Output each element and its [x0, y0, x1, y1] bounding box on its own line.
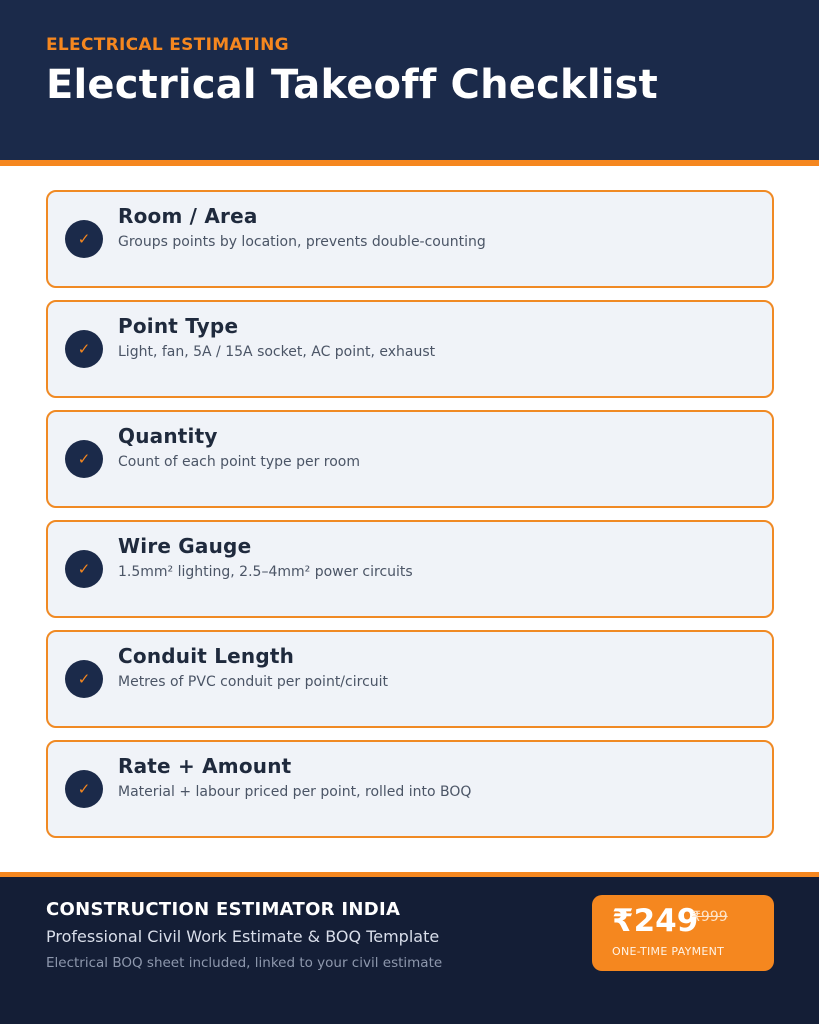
- check-icon: ✓: [65, 220, 103, 258]
- checklist-item-room-area: [46, 190, 774, 288]
- original-price: ₹999: [692, 909, 728, 925]
- category-eyebrow: ELECTRICAL ESTIMATING: [46, 35, 289, 55]
- checklist-item-conduit-length: [46, 630, 774, 728]
- inclusion-note: Electrical BOQ sheet included, linked to your civil estimate: [46, 955, 443, 971]
- checklist-item-description: 1.5mm² lighting, 2.5–4mm² power circuits: [118, 564, 413, 580]
- check-icon: ✓: [65, 440, 103, 478]
- brand-name: CONSTRUCTION ESTIMATOR INDIA: [46, 899, 401, 920]
- check-icon: ✓: [65, 660, 103, 698]
- current-price: ₹249: [612, 903, 699, 939]
- checklist-item-title: Room / Area: [118, 204, 258, 228]
- checklist-item-title: Point Type: [118, 314, 239, 338]
- checklist-item-title: Rate + Amount: [118, 754, 292, 778]
- checklist-item-point-type: [46, 300, 774, 398]
- header-banner: [0, 0, 819, 160]
- checklist-item-title: Conduit Length: [118, 644, 295, 668]
- checklist-item-rate-amount: [46, 740, 774, 838]
- check-icon: ✓: [65, 770, 103, 808]
- checklist-item-description: Groups points by location, prevents double-counting: [118, 234, 486, 250]
- checklist-item-description: Light, fan, 5A / 15A socket, AC point, exhaust: [118, 344, 436, 360]
- header-accent-bar: [0, 160, 819, 166]
- check-icon: ✓: [65, 550, 103, 588]
- checklist-item-title: Wire Gauge: [118, 534, 252, 558]
- checklist-item-description: Metres of PVC conduit per point/circuit: [118, 674, 389, 690]
- page-title: Electrical Takeoff Checklist: [46, 62, 658, 108]
- checklist-item-description: Material + labour priced per point, rolled into BOQ: [118, 784, 472, 800]
- price-badge: [592, 895, 774, 971]
- checklist-item-quantity: [46, 410, 774, 508]
- checklist-item-description: Count of each point type per room: [118, 454, 360, 470]
- price-label: ONE-TIME PAYMENT: [612, 945, 725, 958]
- checklist-item-title: Quantity: [118, 424, 218, 448]
- footer-banner: [0, 877, 819, 1024]
- checklist-item-wire-gauge: [46, 520, 774, 618]
- check-icon: ✓: [65, 330, 103, 368]
- product-tagline: Professional Civil Work Estimate & BOQ Template: [46, 927, 440, 946]
- checklist: [46, 190, 774, 850]
